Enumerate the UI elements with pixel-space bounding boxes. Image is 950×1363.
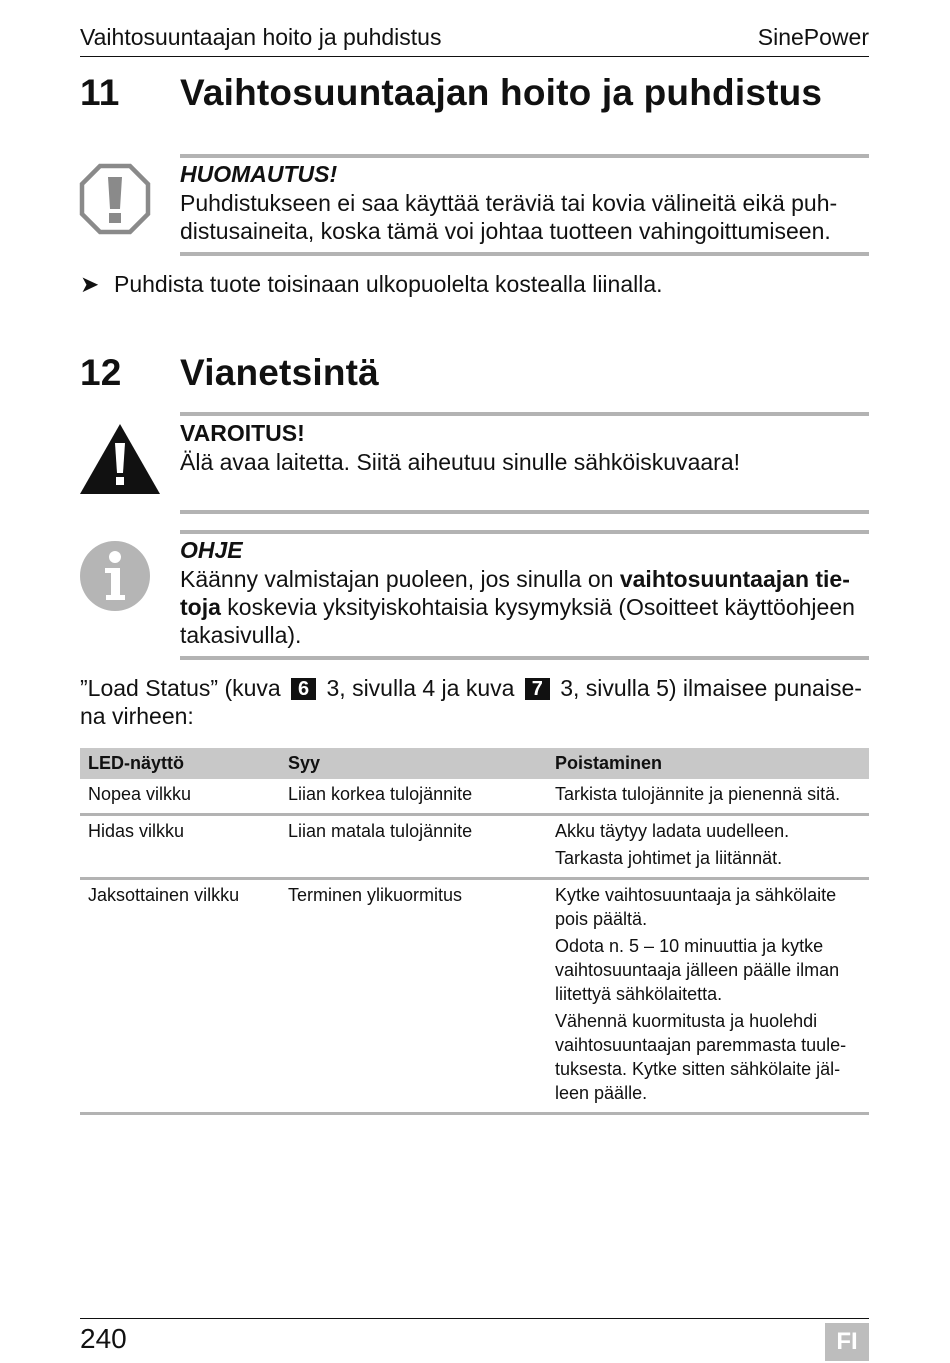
remedy-step: Vähennä kuormitusta ja huolehdi vaihtosuuntaajan paremmasta tuule-tuksesta. Kytke sitten sähkölaite jäl-leen päälle.	[555, 1011, 847, 1103]
table-header-row	[80, 748, 869, 779]
led-cell: Jaksottainen vilkku	[80, 879, 280, 1114]
page-footer	[80, 1318, 869, 1363]
step-text: Puhdista tuote toisinaan ulkopuolelta kostealla liinalla.	[114, 271, 663, 297]
fault-table	[80, 748, 869, 1115]
cause-cell: Terminen ylikuormitus	[280, 879, 547, 1114]
info-line-1	[180, 565, 850, 594]
remedy-step: Odota n. 5 – 10 minuuttia ja kytke vaihtosuuntaaja jälleen päälle ilman liitettyä sähkölaitetta.	[555, 936, 840, 1004]
remedy-step: Kytke vaihtosuuntaaja ja sähkölaite pois päältä.	[555, 885, 837, 929]
running-header	[80, 22, 869, 57]
info-top-rule	[180, 530, 869, 534]
remedy-step: Tarkista tulojännite ja pienennä sitä.	[555, 784, 841, 804]
intro-text: 3, sivulla 4 ja kuva	[326, 675, 515, 701]
remedy-step: Tarkasta johtimet ja liitännät.	[555, 848, 783, 868]
page-number: 240	[80, 1323, 127, 1354]
intro-text: ”Load Status” (kuva	[80, 675, 281, 701]
section-number: 11	[80, 72, 120, 113]
info-text: Käänny valmistajan puoleen, jos sinulla on	[180, 566, 620, 592]
table-row	[80, 815, 869, 879]
column-header-remedy: Poistaminen	[547, 748, 869, 779]
warning-triangle-icon	[79, 423, 161, 500]
intro-text: 3, sivulla 5) ilmaisee punaise-	[560, 675, 862, 701]
section-number: 12	[80, 352, 122, 393]
table-row	[80, 779, 869, 815]
info-bold-text: toja	[180, 594, 221, 620]
remedy-cell	[547, 879, 869, 1114]
info-bold-text: vaihtosuuntaajan tie-	[619, 566, 850, 592]
language-badge: FI	[825, 1323, 869, 1361]
info-circle-icon	[79, 540, 151, 617]
notice-line-2: distusaineita, koska tämä voi johtaa tuotteen vahingoittumiseen.	[180, 218, 831, 244]
figure-number-badge: 6	[291, 678, 316, 700]
section-title: Vianetsintä	[180, 352, 379, 393]
remedy-cell	[547, 779, 869, 815]
intro-line-2: na virheen:	[80, 703, 194, 729]
intro-line-1	[80, 674, 862, 703]
column-header-cause: Syy	[280, 748, 547, 779]
table-row	[80, 879, 869, 1114]
section-11-heading	[80, 72, 869, 118]
info-bottom-rule	[180, 656, 869, 660]
warning-bottom-rule	[180, 510, 869, 514]
column-header-led: LED-näyttö	[80, 748, 280, 779]
info-text: koskevia yksityiskohtaisia kysymyksiä (Osoitteet käyttöohjeen	[220, 594, 855, 620]
remedy-step: Akku täytyy ladata uudelleen.	[555, 821, 790, 841]
led-cell: Nopea vilkku	[80, 779, 280, 815]
notice-bottom-rule	[180, 252, 869, 256]
notice-top-rule	[180, 154, 869, 158]
notice-title: HUOMAUTUS!	[180, 161, 338, 187]
cause-cell: Liian korkea tulojännite	[280, 779, 547, 815]
section-title: Vaihtosuuntaajan hoito ja puhdistus	[180, 72, 823, 113]
info-line-2	[180, 593, 855, 622]
remedy-cell	[547, 815, 869, 879]
step-marker-icon: ➤	[80, 271, 100, 297]
cause-cell: Liian matala tulojännite	[280, 815, 547, 879]
notice-line-1: Puhdistukseen ei saa käyttää teräviä tai kovia välineitä eikä puh-	[180, 190, 838, 216]
section-12-heading	[80, 352, 869, 398]
info-line-3: takasivulla).	[180, 622, 302, 648]
header-product-name: SinePower	[757, 24, 869, 50]
figure-number-badge: 7	[525, 678, 550, 700]
led-cell: Hidas vilkku	[80, 815, 280, 879]
warning-top-rule	[180, 412, 869, 416]
info-title: OHJE	[180, 537, 243, 563]
header-chapter-title: Vaihtosuuntaajan hoito ja puhdistus	[80, 24, 442, 50]
warning-title: VAROITUS!	[180, 420, 305, 446]
warning-text: Älä avaa laitetta. Siitä aiheutuu sinulle sähköiskuvaara!	[180, 449, 741, 475]
octagon-exclamation-icon	[79, 163, 151, 240]
